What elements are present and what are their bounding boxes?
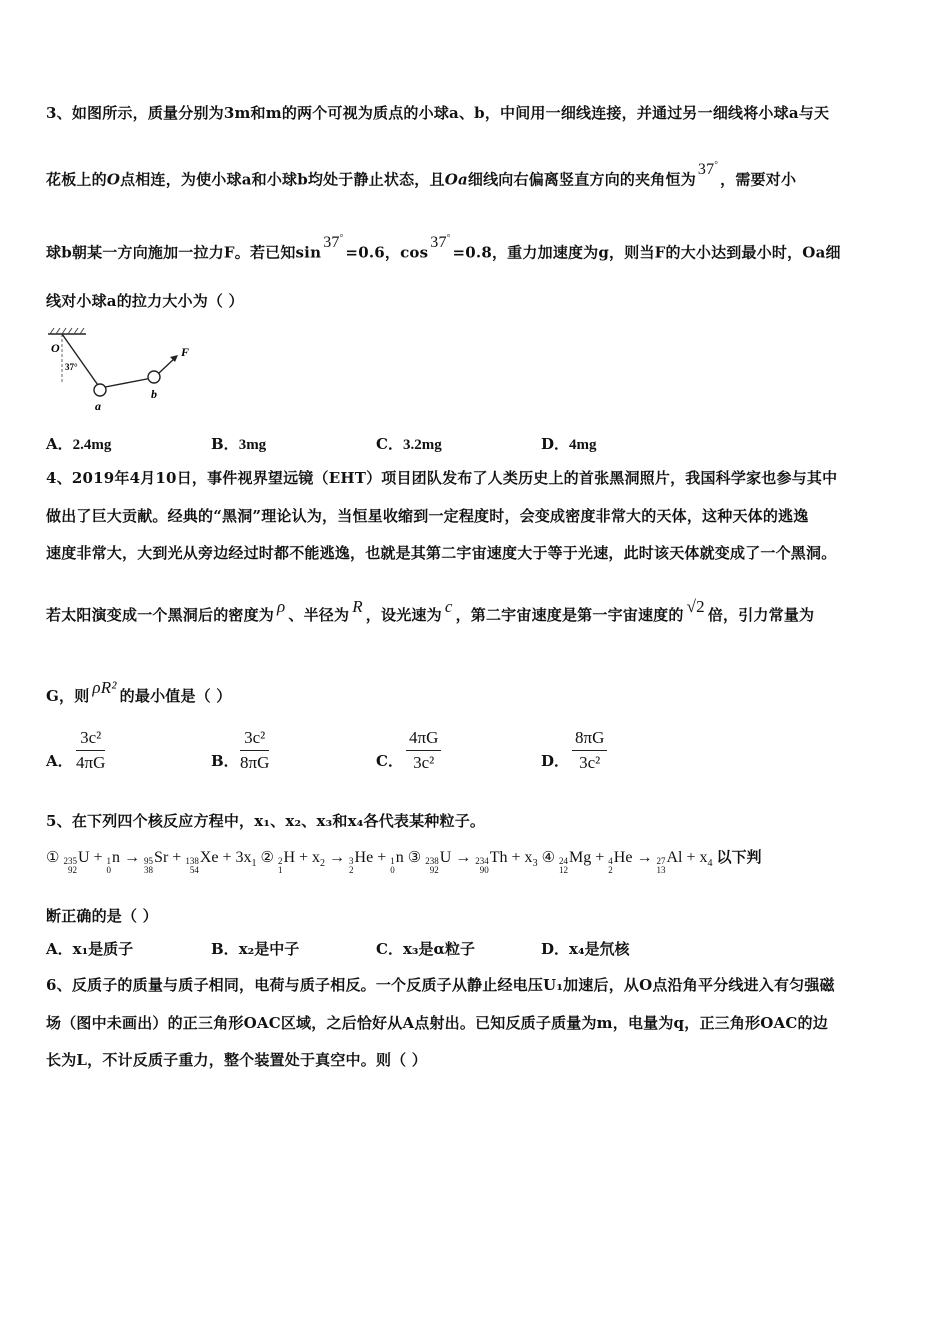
q3-option-c-value: 3.2mg [402,437,442,453]
q3-line-2-e: 细线向右偏离竖直方向的夹角恒为 [467,170,696,189]
eq3-arrow: → [455,849,472,866]
eq-marker-3: ③ [407,850,422,866]
q3-option-b-value: 3mg [238,437,267,453]
n1-symbol: n [112,849,121,866]
q3-angle-degree: ° [714,160,719,170]
q3-cos-angle-degree: ° [446,233,451,243]
n2-symbol: n [395,849,404,866]
q5-option-c-text: x₃是α粒子 [402,940,476,958]
mg-charge: 12 [559,865,569,875]
q4-line-4-a: 若太阳演变成一个黑洞后的密度为 [46,606,275,624]
q4-option-a-num: 3c² [76,728,105,751]
q4-line-3: 速度非常大，大到光从旁边经过时都不能逃逸，也就是其第二宇宙速度大于等于光速，此时该天体就变成了一个黑洞。 [46,544,837,562]
q4-line-4 [46,597,814,625]
q4-option-b-fraction [240,728,269,773]
th-charge: 90 [479,865,489,875]
q4-line-5-a: G，则 [46,687,90,705]
q3-option-d-label: D． [541,435,570,453]
al-index [656,857,665,875]
eq-marker-2: ② [260,850,274,866]
q3-line-2-f: ，需要对小 [720,170,797,189]
n-index-2 [390,857,395,875]
al-mass: 27 [656,856,666,866]
q4-line-5 [46,678,232,706]
q3-option-a[interactable] [46,433,111,454]
u238-mass: 238 [425,856,439,866]
x3-subscript: 3 [532,858,538,870]
q4-radius: R [352,597,363,616]
he3-charge: 2 [349,865,354,875]
q4-option-d-den: 3c² [579,753,601,772]
q5-option-a[interactable] [46,938,133,959]
he4-charge: 2 [608,865,613,875]
sr-symbol: Sr [154,849,169,866]
q4-rho-r2: ρR² [92,678,117,697]
q4-option-d-fraction [572,728,607,773]
xe-charge: 54 [189,865,199,875]
sr-mass: 95 [144,856,154,866]
q4-option-c-den: 3c² [413,753,435,772]
x2-term: + x [299,849,321,866]
q5-option-b-label: B． [211,940,239,958]
q3-sin-angle [323,234,343,251]
q3-sin-angle-degree: ° [339,233,344,243]
he4-index [608,857,613,875]
n2-charge: 0 [390,865,395,875]
n2-mass: 1 [390,856,395,866]
mg-mass: 24 [559,856,569,866]
eq2-arrow: → [329,849,346,866]
sr-charge: 38 [144,865,154,875]
x1-term: + 3x [222,849,252,866]
x4-term: + x [686,849,708,866]
eq4-arrow: → [636,849,653,866]
x3-term: + x [511,849,533,866]
q5-option-c[interactable] [376,938,475,959]
q4-rho: ρ [277,597,286,616]
q3-line-4: 线对小球a的拉力大小为（ ） [46,292,244,310]
u235-charge: 92 [67,865,77,875]
h-charge: 1 [277,865,283,875]
q5-option-a-label: A． [46,940,73,958]
q5-line-2-tail: 以下判 [716,848,762,866]
h-symbol: H [283,849,296,866]
q5-option-d-label: D． [541,940,570,958]
q4-option-c-fraction [406,728,441,773]
q3-option-b[interactable] [211,433,266,454]
q4-option-a-label[interactable]: A． [46,752,73,770]
q3-option-b-label: B． [211,435,239,453]
q3-line-2-a: 花板上的 [46,170,107,189]
h-index [278,857,283,875]
q3-angle [698,161,718,178]
q3-cos-angle-value: 37 [430,234,447,252]
q4-option-b-den: 8πG [240,753,270,772]
q3-line-3-b: =0.6，cos [345,243,429,262]
fig-label-f: F [181,345,190,359]
q5-option-d-text: x₄是氘核 [569,940,630,958]
q4-line-5-b: 的最小值是（ ） [119,687,232,705]
th-symbol: Th [489,849,508,866]
u238-symbol: U [439,849,452,866]
q4-sqrt2: √2 [686,597,705,616]
q5-option-c-label: C． [376,940,403,958]
q3-line-3-a: 球b朝某一方向施加一拉力F。若已知sin [46,243,322,262]
eq1-arrow: → [124,849,141,866]
q3-point-o: O [106,170,121,189]
eq-marker-1: ① [46,850,60,866]
fig-label-o: O [51,341,60,355]
q3-segment-oa: Oa [444,170,468,189]
h-mass: 2 [277,856,283,866]
xe-symbol: Xe [199,849,219,866]
he4-symbol: He [613,849,633,866]
he4-mass: 4 [608,856,613,866]
q4-line-1: 4、2019年4月10日，事件视界望远镜（EHT）项目团队发布了人类历史上的首张黑洞照片，我国科学家也参与其中 [46,469,838,487]
xe-index [185,857,199,875]
n1-mass: 1 [106,856,112,866]
q5-option-b[interactable] [211,938,299,959]
q3-angle-value: 37 [697,161,715,179]
sr-index [144,857,153,875]
q3-sin-angle-value: 37 [323,234,340,252]
n1-charge: 0 [106,865,112,875]
x4-subscript: 4 [707,858,713,870]
u238-charge: 92 [429,865,439,875]
q6-line-3: 长为L，不计反质子重力，整个装置处于真空中。则（ ） [46,1051,427,1069]
fig-label-b: b [151,387,157,401]
q3-line-3-c: =0.8，重力加速度为g，则当F的大小达到最小时，Oa细 [452,243,841,262]
fig-label-angle: 37° [65,362,78,372]
q5-line-1: 5、在下列四个核反应方程中，x₁、x₂、x₃和x₄各代表某种粒子。 [46,812,486,830]
q4-light-speed: c [444,597,453,616]
q5-line-3: 断正确的是（ ） [46,907,158,925]
x1-subscript: 1 [251,858,257,870]
th-index [475,857,489,875]
he3-index [349,857,354,875]
u235-mass: 235 [63,856,77,866]
q3-cos-angle [430,234,450,251]
mg-symbol: Mg [569,849,592,866]
q4-line-4-c: ，设光速为 [365,606,442,624]
q4-line-4-b: 、半径为 [288,606,350,624]
eq2-plus: + [377,849,387,866]
q3-option-c[interactable] [376,433,442,454]
q3-line-2-c: 点相连，为使小球a和小球b均处于静止状态，且 [120,170,445,189]
fig-label-a: a [95,399,101,413]
q6-line-2: 场（图中未画出）的正三角形OAC区域，之后恰好从A点射出。已知反质子质量为m，电量为q，正三角形OAC的边 [46,1014,828,1032]
q4-option-d-label[interactable]: D． [541,752,570,770]
n-index-1 [107,857,112,875]
eq-marker-4: ④ [541,850,556,866]
q4-option-b-num: 3c² [240,728,269,751]
q5-equations [46,846,761,875]
eq4-plus: + [595,849,605,866]
al-symbol: Al [666,849,683,866]
q3-figure [44,326,204,414]
x2-subscript: 2 [320,858,326,870]
q5-option-b-text: x₂是中子 [238,940,300,958]
q3-option-d[interactable] [541,433,597,454]
q4-line-4-e: 倍，引力常量为 [707,606,815,624]
q5-option-a-text: x₁是质子 [72,940,134,958]
he3-symbol: He [354,849,374,866]
q4-option-c-label[interactable]: C． [376,752,403,770]
q5-option-d[interactable] [541,938,630,959]
mg-index [559,857,568,875]
q4-option-a-den: 4πG [76,753,106,772]
q4-line-4-d: ，第二宇宙速度是第一宇宙速度的 [455,606,684,624]
eq1-plus-2: + [172,849,182,866]
he3-mass: 3 [349,856,354,866]
q3-option-a-value: 2.4mg [72,437,112,453]
q3-line-1: 3、如图所示，质量分别为3m和m的两个可视为质点的小球a、b，中间用一细线连接，并通过另一细线将小球a与天 [46,104,830,122]
q4-option-d-num: 8πG [572,728,607,751]
u238-index [425,857,439,875]
q4-option-c-num: 4πG [406,728,441,751]
u235-symbol: U [77,849,90,866]
q4-option-b-label[interactable]: B． [211,752,239,770]
eq1-plus-1: + [93,849,103,866]
th-mass: 234 [475,856,489,866]
q3-option-d-value: 4mg [569,437,597,453]
q3-option-a-label: A． [46,435,73,453]
q6-line-1: 6、反质子的质量与质子相同，电荷与质子相反。一个反质子从静止经电压U₁加速后，从O点沿角平分线进入有匀强磁 [46,976,835,994]
al-charge: 13 [656,865,666,875]
q4-line-2: 做出了巨大贡献。经典的“黑洞”理论认为，当恒星收缩到一定程度时，会变成密度非常大的天体，这种天体的逃逸 [46,507,809,525]
xe-mass: 138 [185,856,199,866]
q3-line-3 [46,233,841,262]
q3-option-c-label: C． [376,435,403,453]
q4-option-a-fraction [76,728,105,773]
u235-index [63,857,77,875]
q3-line-2 [46,160,796,189]
